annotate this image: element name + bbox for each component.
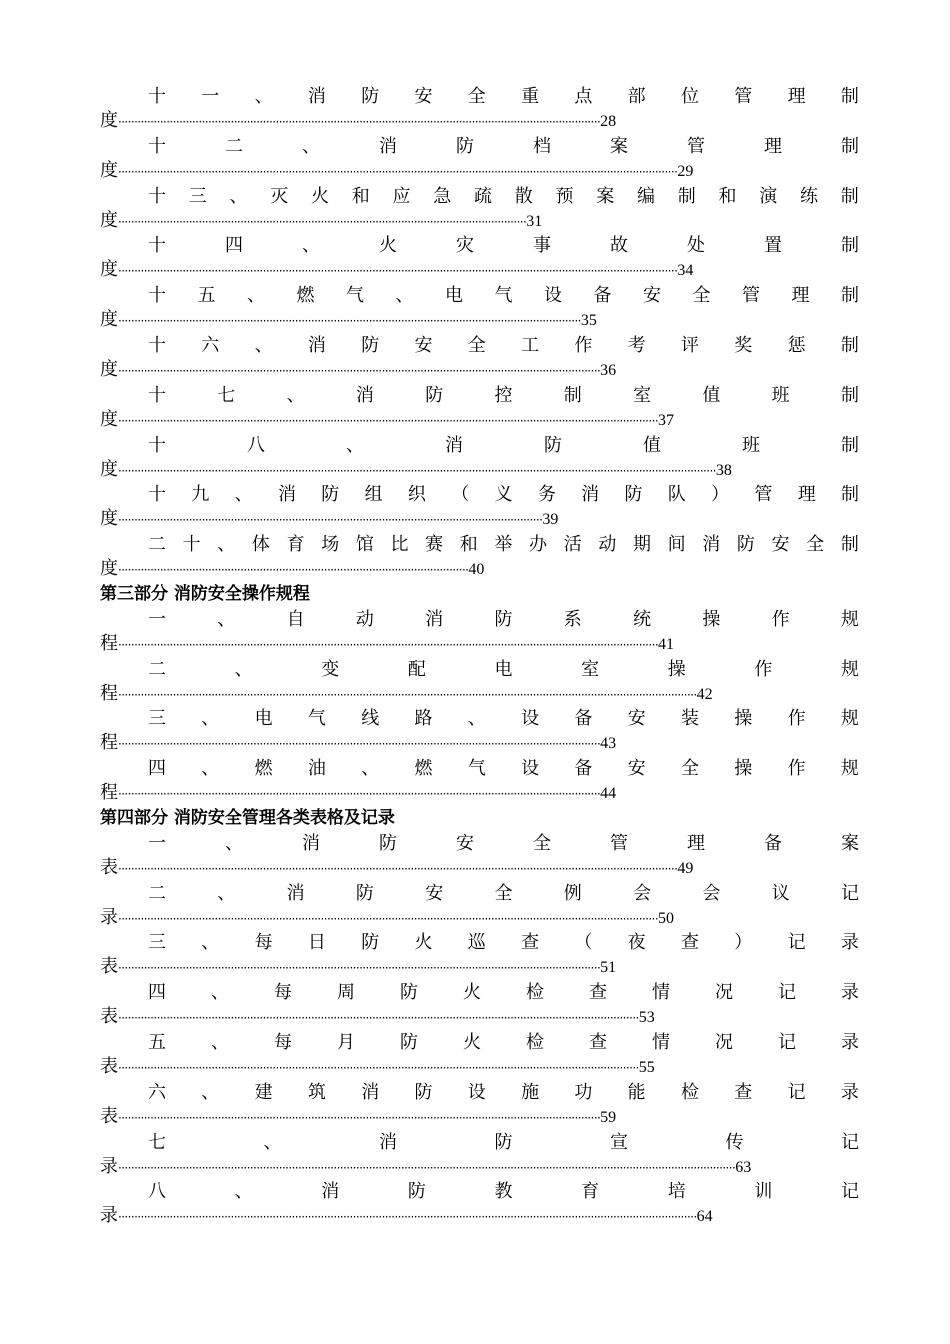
toc-entry-title: 十 二 、 消 防 档 案 管 理 制 <box>148 135 859 157</box>
toc-entry-leader <box>100 159 859 184</box>
dot-leader: ································································································································································································ <box>118 1160 736 1175</box>
toc-entry-leader <box>100 1155 859 1180</box>
toc-entry-title: 十 五 、 燃 气 、 电 气 设 备 安 全 管 理 制 <box>148 285 859 307</box>
toc-entry-title: 六 、 建 筑 消 防 设 施 功 能 检 查 记 录 <box>148 1081 859 1103</box>
page-number: 41 <box>658 635 675 653</box>
toc-entry[interactable] <box>100 1030 859 1080</box>
toc-entry-title: 十 七 、 消 防 控 制 室 值 班 制 <box>148 384 859 406</box>
toc-entry[interactable] <box>100 84 859 134</box>
toc-entry[interactable] <box>100 756 859 806</box>
toc-entry-title: 十 九 、 消 防 组 织 （ 义 务 消 防 队 ） 管 理 制 <box>148 484 859 506</box>
page-number: 50 <box>658 909 675 927</box>
toc-entry-title: 四 、 燃 油 、 燃 气 设 备 安 全 操 作 规 <box>148 758 859 780</box>
toc-entry-tail: 度 <box>100 110 118 131</box>
dot-leader: ······················································································································································ <box>118 787 601 802</box>
page-number: 31 <box>526 212 543 230</box>
page-number: 29 <box>677 162 694 180</box>
dot-leader: ·············································································································································································· <box>118 264 678 279</box>
page-number: 44 <box>600 785 617 803</box>
toc-entry-title: 四 、 每 周 防 火 检 查 情 况 记 录 <box>148 982 859 1004</box>
dot-leader: ······················································································································································ <box>118 115 601 129</box>
page-number: 35 <box>580 312 597 330</box>
toc-entry-leader <box>100 258 859 283</box>
page-number: 39 <box>542 511 559 529</box>
toc-entry[interactable] <box>100 706 859 756</box>
toc-entry[interactable] <box>100 881 859 931</box>
toc-entry-leader <box>100 1105 859 1130</box>
toc-entry-title: 三 、 电 气 线 路 、 设 备 安 装 操 作 规 <box>148 708 859 730</box>
page-number: 59 <box>600 1108 617 1126</box>
toc-entry-leader <box>100 557 859 582</box>
toc-entry-title: 二 、 变 配 电 室 操 作 规 <box>148 658 859 680</box>
toc-entry-leader <box>100 308 859 333</box>
toc-entry-title: 五 、 每 月 防 火 检 查 情 况 记 录 <box>148 1031 859 1053</box>
page-number: 38 <box>715 461 732 479</box>
dot-leader: ·································································································································································· <box>118 1011 639 1026</box>
dot-leader: ············································································································· <box>118 563 469 578</box>
toc-entry-leader <box>100 109 859 134</box>
toc-entry-title: 十 三 、 灭 火 和 应 急 疏 散 预 案 编 制 和 演 练 制 <box>148 185 859 207</box>
section-heading: 第三部分 消防安全操作规程 <box>100 583 310 604</box>
toc-entry-leader <box>100 458 859 483</box>
toc-entry-tail: 度 <box>100 159 118 181</box>
toc-entry-tail: 表 <box>100 1105 118 1127</box>
dot-leader: ········································································································································································ <box>118 413 659 428</box>
toc-entry-leader <box>100 731 859 756</box>
toc-entry-tail: 度 <box>100 358 118 380</box>
toc-entry-title: 十 六 、 消 防 安 全 工 作 考 评 奖 惩 制 <box>148 334 859 356</box>
page-number: 63 <box>735 1158 752 1176</box>
toc-entry-leader <box>100 781 859 806</box>
dot-leader: ······························································································································· <box>118 214 527 229</box>
toc-entry-leader <box>100 209 859 234</box>
dot-leader: ·············································································································································································· <box>118 164 678 179</box>
toc-entry[interactable] <box>100 383 859 433</box>
page-number: 42 <box>696 685 713 703</box>
toc-entry-tail: 度 <box>100 209 118 231</box>
toc-entry-tail: 度 <box>100 458 118 480</box>
toc-entry[interactable] <box>100 532 859 582</box>
page-number: 43 <box>600 735 617 753</box>
toc-entry-title: 二 十 、 体 育 场 馆 比 赛 和 举 办 活 动 期 间 消 防 安 全 制 <box>148 534 859 556</box>
dot-leader: ······················································································································································ <box>118 363 601 378</box>
toc-entry-tail: 度 <box>100 309 118 331</box>
toc-entry-title: 三 、 每 日 防 火 巡 查 （ 夜 查 ） 记 录 <box>148 932 859 954</box>
toc-entry[interactable] <box>100 657 859 707</box>
toc-entry[interactable] <box>100 333 859 383</box>
toc-entry-tail: 录 <box>100 906 118 928</box>
page-number: 53 <box>638 1009 655 1027</box>
toc-entry[interactable] <box>100 1179 859 1229</box>
table-of-contents <box>100 84 859 1229</box>
toc-entry-leader <box>100 1204 859 1229</box>
dot-leader: ·············································································································································································· <box>118 861 678 876</box>
toc-entry[interactable] <box>100 607 859 657</box>
section-heading: 第四部分 消防安全管理各类表格及记录 <box>100 807 395 828</box>
toc-entry[interactable] <box>100 1130 859 1180</box>
toc-entry-leader <box>100 408 859 433</box>
toc-entry-title: 七 、 消 防 宣 传 记 <box>148 1131 859 1153</box>
toc-entry-tail: 录 <box>100 1155 118 1177</box>
dot-leader: ········································································································································································ <box>118 637 659 652</box>
toc-entry-tail: 录 <box>100 1205 118 1227</box>
page-number: 49 <box>677 859 694 877</box>
toc-entry[interactable] <box>100 433 859 483</box>
toc-entry-leader <box>100 358 859 383</box>
toc-entry-leader <box>100 856 859 881</box>
toc-entry-leader <box>100 507 859 532</box>
page-number: 36 <box>600 361 617 379</box>
toc-entry-tail: 表 <box>100 1006 118 1028</box>
toc-entry-tail: 度 <box>100 558 118 580</box>
toc-entry-tail: 度 <box>100 408 118 430</box>
toc-entry-title: 一 、 自 动 消 防 系 统 操 作 规 <box>148 608 859 630</box>
toc-entry-tail: 度 <box>100 259 118 281</box>
toc-entry-leader <box>100 632 859 657</box>
toc-entry[interactable] <box>100 980 859 1030</box>
page-number: 40 <box>468 561 485 579</box>
toc-entry-leader <box>100 1005 859 1030</box>
toc-entry[interactable] <box>100 134 859 184</box>
toc-entry-title: 十 八 、 消 防 值 班 制 <box>148 434 859 456</box>
dot-leader: ···················································································································································································· <box>118 1210 697 1225</box>
toc-entry[interactable] <box>100 233 859 283</box>
dot-leader: ················································································································································ <box>118 314 581 329</box>
dot-leader: ······················································································································································ <box>118 1110 601 1125</box>
toc-entry-leader <box>100 955 859 980</box>
toc-entry-title: 二 、 消 防 安 全 例 会 会 议 记 <box>148 882 859 904</box>
toc-entry-title: 十 一 、 消 防 安 全 重 点 部 位 管 理 制 <box>148 86 859 107</box>
toc-entry[interactable] <box>100 184 859 234</box>
page-number: 64 <box>696 1208 713 1226</box>
toc-entry-tail: 表 <box>100 1055 118 1077</box>
dot-leader: ········································································································································································ <box>118 911 659 926</box>
toc-entry-leader <box>100 906 859 931</box>
page-number: 34 <box>677 262 694 280</box>
toc-entry-title: 八 、 消 防 教 育 培 训 记 <box>148 1181 859 1203</box>
page-number: 37 <box>658 411 675 429</box>
toc-entry-tail: 表 <box>100 856 118 878</box>
toc-entry[interactable] <box>100 831 859 881</box>
dot-leader: ·························································································································································································· <box>118 463 716 478</box>
dot-leader: ···································································································································· <box>118 513 543 528</box>
toc-entry[interactable] <box>100 482 859 532</box>
toc-entry-tail: 度 <box>100 508 118 530</box>
dot-leader: ······················································································································································ <box>118 737 601 752</box>
page-number: 51 <box>600 959 617 977</box>
toc-entry-tail: 程 <box>100 682 118 704</box>
toc-entry-tail: 程 <box>100 632 118 654</box>
dot-leader: ······················································································································································ <box>118 961 601 976</box>
dot-leader: ···················································································································································································· <box>118 687 697 702</box>
toc-entry[interactable] <box>100 1080 859 1130</box>
toc-entry-tail: 程 <box>100 732 118 754</box>
toc-entry-title: 十 四 、 火 灾 事 故 处 置 制 <box>148 235 859 257</box>
toc-entry-title: 一 、 消 防 安 全 管 理 备 案 <box>148 832 859 854</box>
page-number: 28 <box>600 113 617 130</box>
toc-entry-tail: 程 <box>100 782 118 804</box>
page-number: 55 <box>638 1058 655 1076</box>
toc-entry-tail: 表 <box>100 956 118 978</box>
toc-entry-leader <box>100 1055 859 1080</box>
toc-entry[interactable] <box>100 283 859 333</box>
dot-leader: ·································································································································································· <box>118 1060 639 1075</box>
toc-entry-leader <box>100 682 859 707</box>
toc-entry[interactable] <box>100 930 859 980</box>
